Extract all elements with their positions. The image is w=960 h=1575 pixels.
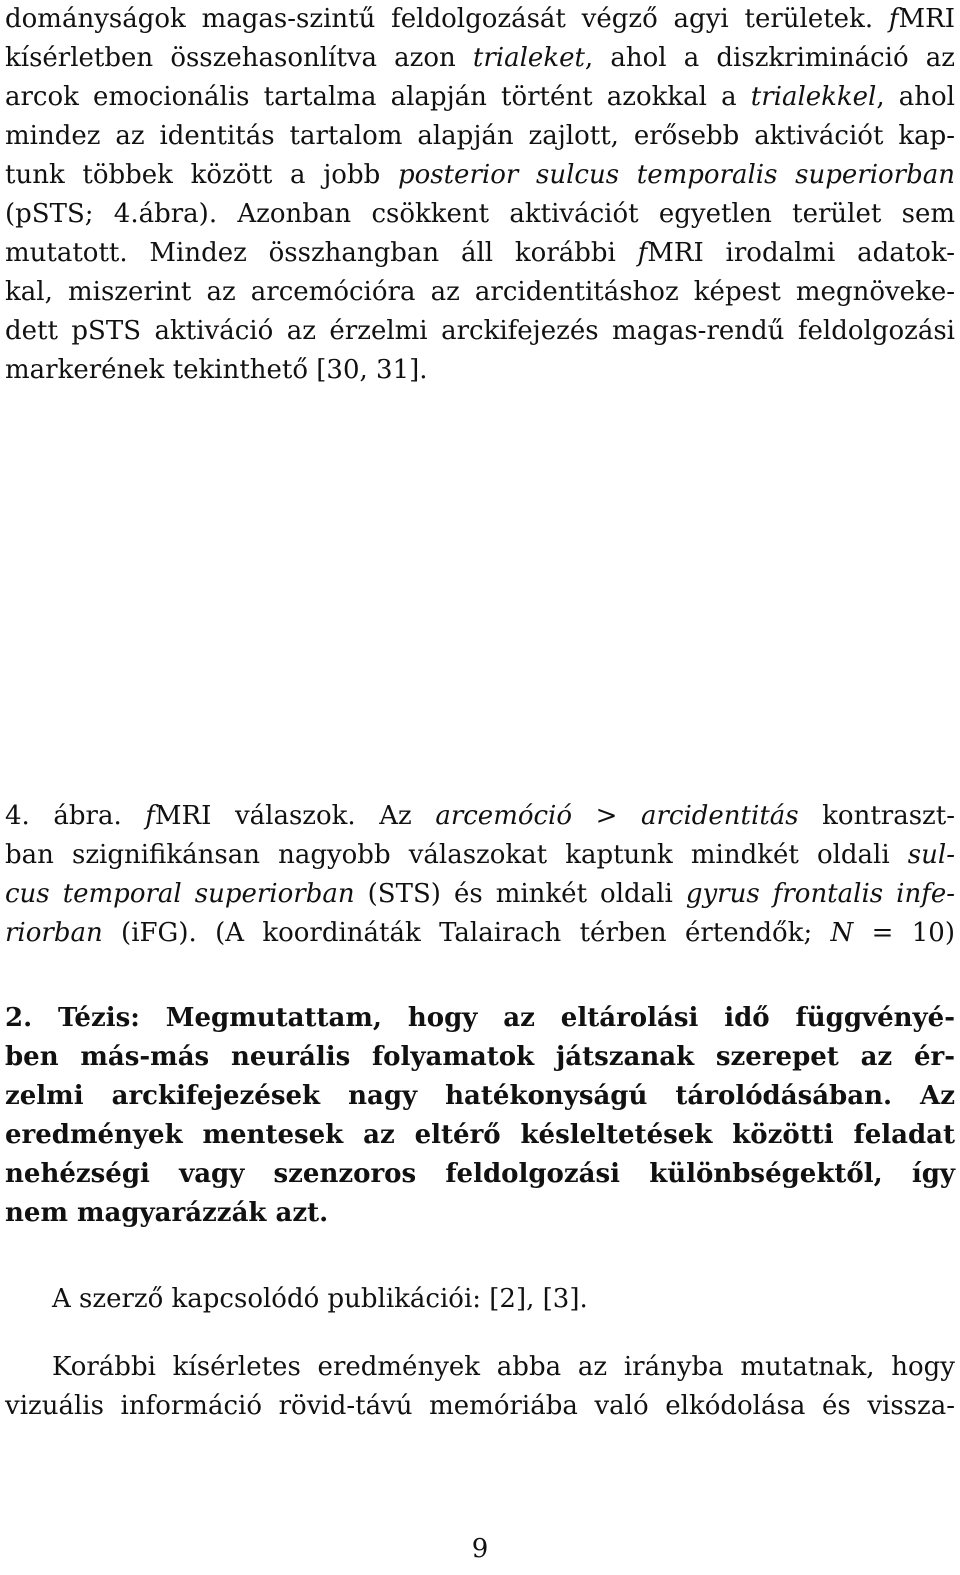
italic-term: sul- <box>907 840 955 870</box>
italic-term: trialeket <box>472 43 585 73</box>
p1-line: arcok emocionális tartalma alapján történt azokkal a trialekkel, ahol <box>5 82 955 112</box>
p2-line: Korábbi kísérletes eredmények abba az irányba mutatnak, hogy <box>52 1352 955 1382</box>
p2-line: vizuális információ rövid-távú memóriába való elkódolása és vissza- <box>5 1391 955 1421</box>
caption-line: cus temporal superiorban (STS) és minkét oldali gyrus frontalis infe- <box>5 879 956 909</box>
italic-term: f <box>145 801 155 831</box>
thesis-line: eredmények mentesek az eltérő késleltetések közötti feladat <box>5 1120 955 1150</box>
p1-line: mutatott. Mindez összhangban áll korábbi fMRI irodalmi adatok- <box>5 238 956 268</box>
italic-term: f <box>888 4 899 34</box>
caption-line: 4. ábra. fMRI válaszok. Az arcemóció > arcidentitás kontraszt- <box>5 801 955 831</box>
p1-line: (pSTS; 4.ábra). Azonban csökkent aktivációt egyetlen terület sem <box>5 199 955 229</box>
italic-term: f <box>637 238 648 268</box>
page-number: 9 <box>471 1534 489 1564</box>
p1-line: mindez az identitás tartalom alapján zajlott, erősebb aktivációt kap- <box>5 121 955 151</box>
italic-term: posterior sulcus temporalis superiorban <box>397 160 955 190</box>
italic-term: arcemóció <box>435 801 573 831</box>
thesis-line: zelmi arckifejezések nagy hatékonyságú tárolódásában. Az <box>5 1081 955 1111</box>
publications-line: A szerző kapcsolódó publikációi: [2], [3]. <box>52 1284 588 1314</box>
italic-term: cus temporal superiorban <box>5 879 355 909</box>
italic-term: arcidentitás <box>640 801 799 831</box>
thesis-line: nem magyarázzák azt. <box>5 1198 329 1228</box>
p1-line: dett pSTS aktiváció az érzelmi arckifejezés magas-rendű feldolgozási <box>5 316 955 346</box>
thesis-line: 2. Tézis: Megmutattam, hogy az eltárolási idő függvényé- <box>5 1003 955 1033</box>
italic-term: riorban <box>5 918 103 948</box>
p1-line: kísérletben összehasonlítva azon trialeket, ahol a diszkrimináció az <box>5 43 955 73</box>
thesis-line: nehézségi vagy szenzoros feldolgozási különbségektől, így <box>5 1159 955 1189</box>
thesis-line: ben más-más neurális folyamatok játszanak szerepet az ér- <box>5 1042 955 1072</box>
caption-line: riorban (iFG). (A koordináták Talairach térben értendők; N = 10) <box>5 918 955 948</box>
italic-term: trialekkel <box>750 82 877 112</box>
caption-line: ban szignifikánsan nagyobb válaszokat kaptunk mindkét oldali sul- <box>5 840 955 870</box>
italic-term: N <box>830 918 854 948</box>
p1-line: kal, miszerint az arcemócióra az arcidentitáshoz képest megnöveke- <box>5 277 955 307</box>
p1-line: markerének tekinthető [30, 31]. <box>5 355 428 385</box>
p1-line: tunk többek között a jobb posterior sulcus temporalis superiorban <box>5 160 955 190</box>
p1-line: dományságok magas-szintű feldolgozását végző agyi területek. fMRI <box>5 4 955 34</box>
italic-term: gyrus frontalis infe- <box>685 879 956 909</box>
